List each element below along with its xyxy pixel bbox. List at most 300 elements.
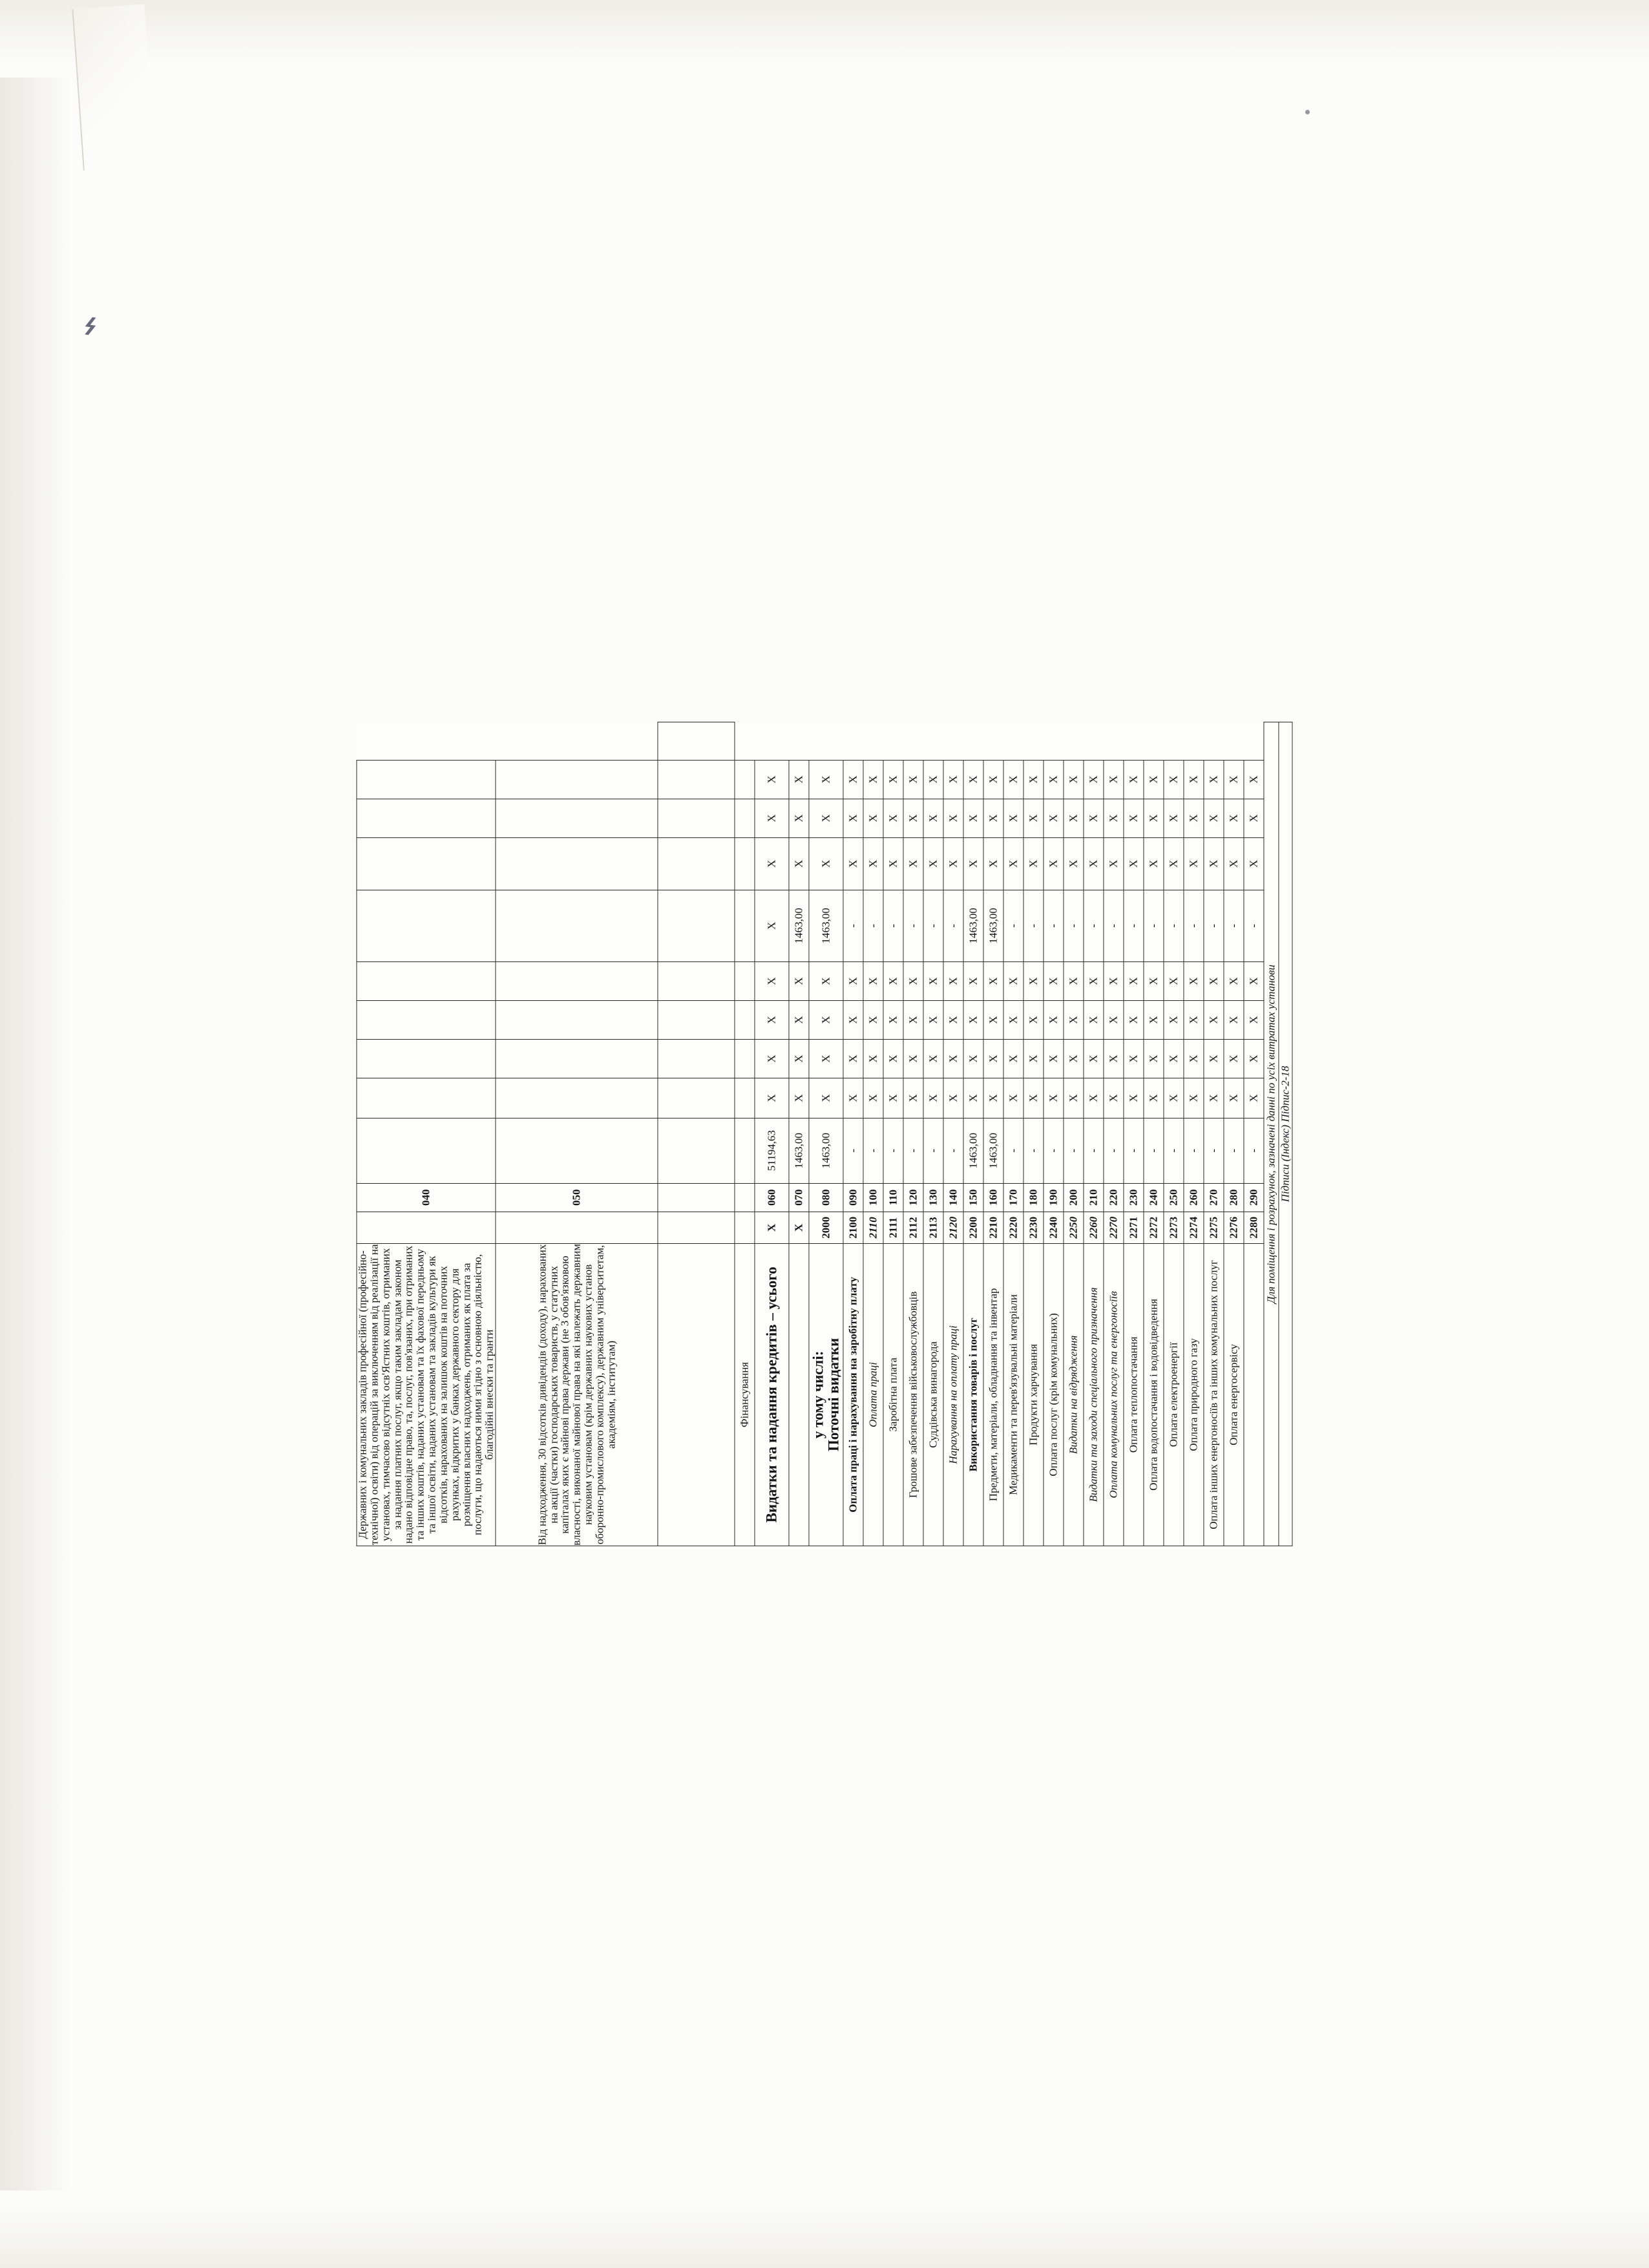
paper-shading-top [0, 0, 1649, 78]
fund-amount-cell-7: X [943, 799, 963, 837]
kekv-code-cell: 2230 [1024, 1212, 1044, 1244]
fund-amount-cell-2: X [1184, 1039, 1204, 1078]
table-row [1144, 722, 1164, 1546]
table-row [983, 722, 1003, 1546]
fund-amount-cell-8: X [903, 760, 923, 799]
row-number-cell: 170 [1003, 1183, 1024, 1212]
fund-amount-cell-6: X [843, 837, 863, 890]
fund-amount-cell-2: X [943, 1039, 963, 1078]
fund-amount-cell-5: - [1244, 890, 1264, 961]
total-amount-cell: - [1064, 1118, 1084, 1183]
total-amount-cell: - [1164, 1118, 1184, 1183]
fund-amount-cell-3: X [843, 1000, 863, 1039]
row-label [789, 1243, 809, 1546]
fund-amount-cell-1: X [963, 1078, 983, 1118]
table-row [809, 722, 843, 1546]
kekv-code-cell: 2280 [1244, 1212, 1264, 1244]
table-row [1044, 722, 1064, 1546]
fund-amount-cell-7 [357, 799, 496, 837]
fund-amount-cell-2: X [789, 1039, 809, 1078]
fund-amount-cell-1: X [789, 1078, 809, 1118]
row-label: Оплата теплопостачання [1124, 1243, 1144, 1546]
fund-amount-cell-6 [357, 837, 496, 890]
fund-amount-cell-8 [496, 760, 658, 799]
fund-amount-cell-2: X [983, 1039, 1003, 1078]
fund-amount-cell-1: X [903, 1078, 923, 1118]
row-label [1244, 1243, 1264, 1546]
fund-amount-cell-1: X [1044, 1078, 1064, 1118]
fund-amount-cell-6: X [883, 837, 903, 890]
table-note-row [357, 722, 496, 1546]
fund-amount-cell-7: X [1064, 799, 1084, 837]
fund-amount-cell-3: X [1044, 1000, 1064, 1039]
spacer-cell [658, 1039, 735, 1078]
fund-amount-cell-4: X [1084, 961, 1104, 1000]
fund-amount-cell-1: X [809, 1078, 843, 1118]
fund-amount-cell-7: X [1003, 799, 1024, 837]
fund-amount-cell-3 [735, 1000, 755, 1039]
fund-amount-cell-8: X [963, 760, 983, 799]
spacer-cell [658, 1212, 735, 1244]
row-number-cell: 270 [1204, 1183, 1224, 1212]
table-row [903, 722, 923, 1546]
row-label: Видатки на відрядження [1064, 1243, 1084, 1546]
fund-amount-cell-5: - [843, 890, 863, 961]
fund-amount-cell-6 [735, 837, 755, 890]
fund-amount-cell-3: X [755, 1000, 789, 1039]
fund-amount-cell-2: X [1084, 1039, 1104, 1078]
row-label: Оплата інших енергоносіїв та інших комунальних послуг [1204, 1243, 1224, 1546]
fund-amount-cell-2 [735, 1039, 755, 1078]
fund-amount-cell-8: X [1224, 760, 1244, 799]
row-label: у тому числі: Поточні видатки [809, 1243, 843, 1546]
fund-amount-cell-6: X [1064, 837, 1084, 890]
row-label: Суддівська винагорода [923, 1243, 943, 1546]
fund-amount-cell-3: X [963, 1000, 983, 1039]
table-row [843, 722, 863, 1546]
fund-amount-cell-4: X [943, 961, 963, 1000]
total-amount-cell: - [1244, 1118, 1264, 1183]
fund-amount-cell-3: X [1204, 1000, 1224, 1039]
fund-amount-cell-7: X [1204, 799, 1224, 837]
total-amount-cell: - [1124, 1118, 1144, 1183]
kekv-code-cell: 2210 [983, 1212, 1003, 1244]
fund-amount-cell-2: X [1003, 1039, 1024, 1078]
budget-table-container [356, 722, 1292, 1546]
row-number-cell: 290 [1244, 1183, 1264, 1212]
row-label: Нарахування на оплату праці [943, 1243, 963, 1546]
fund-amount-cell-4: X [1164, 961, 1184, 1000]
row-number-cell: 180 [1024, 1183, 1044, 1212]
row-number-cell: 150 [963, 1183, 983, 1212]
row-number-cell: 260 [1184, 1183, 1204, 1212]
total-amount-cell: - [1024, 1118, 1044, 1183]
fund-amount-cell-5: 1463,00 [983, 890, 1003, 961]
row-number-cell: 070 [789, 1183, 809, 1212]
fund-amount-cell-6: X [923, 837, 943, 890]
budget-table-body [357, 722, 1292, 1546]
fund-amount-cell-8: X [923, 760, 943, 799]
kekv-code-cell: 2113 [923, 1212, 943, 1244]
fund-amount-cell-1: X [983, 1078, 1003, 1118]
row-label: Оплата енергосервісу [1224, 1243, 1244, 1546]
fund-amount-cell-2: X [1044, 1039, 1064, 1078]
fund-amount-cell-2: X [843, 1039, 863, 1078]
row-number-cell: 080 [809, 1183, 843, 1212]
fund-amount-cell-8: X [1144, 760, 1164, 799]
fund-amount-cell-2: X [1244, 1039, 1264, 1078]
row-label: Фінансування [735, 1243, 755, 1546]
fund-amount-cell-8: X [883, 760, 903, 799]
fund-amount-cell-3: X [1024, 1000, 1044, 1039]
fund-amount-cell-3: X [1124, 1000, 1144, 1039]
table-row [943, 722, 963, 1546]
row-label: Оплата електроенергії [1164, 1243, 1184, 1546]
table-row [1003, 722, 1024, 1546]
kekv-code-cell: 2110 [863, 1212, 883, 1244]
fund-amount-cell-2: X [755, 1039, 789, 1078]
fund-amount-cell-5: - [1044, 890, 1064, 961]
kekv-code-cell [357, 1212, 496, 1244]
fund-amount-cell-5: - [1184, 890, 1204, 961]
table-row [1164, 722, 1184, 1546]
kekv-code-cell: 2111 [883, 1212, 903, 1244]
fund-amount-cell-5 [496, 890, 658, 961]
fund-amount-cell-8: X [1044, 760, 1064, 799]
fund-amount-cell-3: X [1164, 1000, 1184, 1039]
fund-amount-cell-7: X [1184, 799, 1204, 837]
fund-amount-cell-2: X [1164, 1039, 1184, 1078]
table-row [863, 722, 883, 1546]
fund-amount-cell-6: X [1244, 837, 1264, 890]
fund-amount-cell-3: X [789, 1000, 809, 1039]
kekv-code-cell: 2271 [1124, 1212, 1144, 1244]
fund-amount-cell-4: X [923, 961, 943, 1000]
total-amount-cell: - [923, 1118, 943, 1183]
table-row [963, 722, 983, 1546]
fund-amount-cell-7: X [923, 799, 943, 837]
row-label: Продукти харчування [1024, 1243, 1044, 1546]
row-number-cell: 220 [1104, 1183, 1124, 1212]
fund-amount-cell-1: X [1084, 1078, 1104, 1118]
spacer-cell [658, 961, 735, 1000]
kekv-code-cell [735, 1212, 755, 1244]
total-amount-cell: 51194,63 [755, 1118, 789, 1183]
row-number-cell: 210 [1084, 1183, 1104, 1212]
fund-amount-cell-1: X [863, 1078, 883, 1118]
row-number-cell: 110 [883, 1183, 903, 1212]
kekv-code-cell: 2275 [1204, 1212, 1224, 1244]
row-label: Медикаменти та перев'язувальні матеріали [1003, 1243, 1024, 1546]
row-number-cell: 280 [1224, 1183, 1244, 1212]
fund-amount-cell-5: - [943, 890, 963, 961]
fund-amount-cell-7: X [809, 799, 843, 837]
fund-amount-cell-1: X [923, 1078, 943, 1118]
total-amount-cell: - [903, 1118, 923, 1183]
row-label: Використання товарів і послуг [963, 1243, 983, 1546]
kekv-code-cell: 2200 [963, 1212, 983, 1244]
fund-amount-cell-5: - [863, 890, 883, 961]
fund-amount-cell-7: X [1244, 799, 1264, 837]
spacer-cell [658, 722, 735, 761]
fund-amount-cell-4: X [883, 961, 903, 1000]
fund-amount-cell-4: X [809, 961, 843, 1000]
table-footnote-row [1279, 722, 1292, 1546]
total-amount-cell: 1463,00 [983, 1118, 1003, 1183]
row-number-cell: 200 [1064, 1183, 1084, 1212]
fund-amount-cell-2 [357, 1039, 496, 1078]
fund-amount-cell-8 [735, 760, 755, 799]
fund-amount-cell-8: X [1164, 760, 1184, 799]
fund-amount-cell-3 [496, 1000, 658, 1039]
fund-amount-cell-4: X [789, 961, 809, 1000]
fund-amount-cell-6: X [983, 837, 1003, 890]
fund-amount-cell-3: X [923, 1000, 943, 1039]
fund-amount-cell-7 [735, 799, 755, 837]
fund-amount-cell-3: X [1224, 1000, 1244, 1039]
fund-amount-cell-6: X [755, 837, 789, 890]
fund-amount-cell-1: X [843, 1078, 863, 1118]
fund-amount-cell-5: X [755, 890, 789, 961]
fund-amount-cell-3: X [1184, 1000, 1204, 1039]
kekv-code-cell: X [755, 1212, 789, 1244]
fund-amount-cell-8: X [1184, 760, 1204, 799]
fund-amount-cell-7: X [903, 799, 923, 837]
fund-amount-cell-6: X [1184, 837, 1204, 890]
fund-amount-cell-5: - [1084, 890, 1104, 961]
kekv-code-cell: 2276 [1224, 1212, 1244, 1244]
table-row [883, 722, 903, 1546]
row-label: Заробітна плата [883, 1243, 903, 1546]
fund-amount-cell-5: - [1204, 890, 1224, 961]
spacer-cell [658, 1000, 735, 1039]
fund-amount-cell-4: X [1064, 961, 1084, 1000]
fund-amount-cell-2: X [923, 1039, 943, 1078]
total-amount-cell: 1463,00 [789, 1118, 809, 1183]
kekv-code-cell: 2273 [1164, 1212, 1184, 1244]
fund-amount-cell-8: X [1003, 760, 1024, 799]
total-amount-cell: - [863, 1118, 883, 1183]
table-footnote-row [1264, 722, 1279, 1546]
kekv-code-cell: 2000 [809, 1212, 843, 1244]
table-row [1104, 722, 1124, 1546]
fund-amount-cell-3: X [1084, 1000, 1104, 1039]
fund-amount-cell-1: X [1184, 1078, 1204, 1118]
table-note-row [496, 722, 658, 1546]
fund-amount-cell-5: - [1144, 890, 1164, 961]
fund-amount-cell-8: X [1024, 760, 1044, 799]
fund-amount-cell-2 [496, 1039, 658, 1078]
row-number-cell: 120 [903, 1183, 923, 1212]
fund-amount-cell-4: X [1124, 961, 1144, 1000]
fund-amount-cell-7: X [843, 799, 863, 837]
fund-amount-cell-8: X [863, 760, 883, 799]
fund-amount-cell-1: X [1104, 1078, 1124, 1118]
fund-amount-cell-6: X [963, 837, 983, 890]
row-number-cell: 060 [755, 1183, 789, 1212]
row-number-cell: 050 [496, 1183, 658, 1212]
row-label: Оплата водопостачання і водовідведення [1144, 1243, 1164, 1546]
fund-amount-cell-6: X [1144, 837, 1164, 890]
total-amount-cell: - [1184, 1118, 1204, 1183]
spacer-cell [658, 837, 735, 890]
fund-amount-cell-8: X [1124, 760, 1144, 799]
spacer-cell [658, 760, 735, 799]
total-amount-cell: - [1104, 1118, 1124, 1183]
fund-amount-cell-7: X [1164, 799, 1184, 837]
fund-amount-cell-6: X [1204, 837, 1224, 890]
fund-amount-cell-2: X [1104, 1039, 1124, 1078]
fund-amount-cell-8: X [809, 760, 843, 799]
row-number-cell: 090 [843, 1183, 863, 1212]
fund-amount-cell-4: X [863, 961, 883, 1000]
fund-amount-cell-1 [735, 1078, 755, 1118]
fund-amount-cell-5: - [923, 890, 943, 961]
row-label: Видатки та надання кредитів – усього [755, 1243, 789, 1546]
fund-amount-cell-8: X [1244, 760, 1264, 799]
fund-amount-cell-8: X [789, 760, 809, 799]
fund-amount-cell-4: X [1044, 961, 1064, 1000]
fund-amount-cell-4: X [963, 961, 983, 1000]
fund-amount-cell-5: - [883, 890, 903, 961]
fund-amount-cell-2: X [1204, 1039, 1224, 1078]
fund-amount-cell-3: X [1104, 1000, 1124, 1039]
fund-amount-cell-1: X [1244, 1078, 1264, 1118]
row-label: Оплата праці і нарахування на заробітну плату [843, 1243, 863, 1546]
total-amount-cell: 1463,00 [963, 1118, 983, 1183]
row-number-cell: 190 [1044, 1183, 1064, 1212]
fund-amount-cell-5: - [1104, 890, 1124, 961]
fund-amount-cell-8: X [843, 760, 863, 799]
fund-amount-cell-8: X [1084, 760, 1104, 799]
fund-amount-cell-6: X [1044, 837, 1064, 890]
fund-amount-cell-1 [357, 1078, 496, 1118]
spacer-cell [658, 1118, 735, 1183]
fund-amount-cell-6: X [809, 837, 843, 890]
fund-amount-cell-1: X [1164, 1078, 1184, 1118]
fund-amount-cell-1: X [1204, 1078, 1224, 1118]
table-row [789, 722, 809, 1546]
row-label: Грошове забезпечення військовослужбовців [903, 1243, 923, 1546]
handwritten-squiggle-mark: ⌁ [67, 311, 112, 340]
fund-amount-cell-4: X [1184, 961, 1204, 1000]
kekv-code-cell: 2120 [943, 1212, 963, 1244]
fund-amount-cell-4 [496, 961, 658, 1000]
fund-amount-cell-3: X [863, 1000, 883, 1039]
fund-amount-cell-4: X [755, 961, 789, 1000]
spacer-cell [658, 799, 735, 837]
row-number-cell: 250 [1164, 1183, 1184, 1212]
fund-amount-cell-2: X [1024, 1039, 1044, 1078]
fund-amount-cell-6: X [863, 837, 883, 890]
row-label: Оплата праці [863, 1243, 883, 1546]
kekv-code-cell: 2220 [1003, 1212, 1024, 1244]
fund-amount-cell-4: X [903, 961, 923, 1000]
fund-amount-cell-8: X [755, 760, 789, 799]
kekv-code-cell: 2260 [1084, 1212, 1104, 1244]
fund-amount-cell-1: X [1144, 1078, 1164, 1118]
fund-amount-cell-1: X [755, 1078, 789, 1118]
table-row [1184, 722, 1204, 1546]
fund-amount-cell-7: X [1224, 799, 1244, 837]
fund-amount-cell-5: - [1003, 890, 1024, 961]
kekv-code-cell: 2270 [1104, 1212, 1124, 1244]
fund-amount-cell-6: X [1003, 837, 1024, 890]
fund-amount-cell-7: X [883, 799, 903, 837]
row-number-cell: 130 [923, 1183, 943, 1212]
fund-amount-cell-6: X [1084, 837, 1104, 890]
fund-amount-cell-3: X [1003, 1000, 1024, 1039]
fund-amount-cell-6: X [943, 837, 963, 890]
fund-amount-cell-3: X [883, 1000, 903, 1039]
kekv-code-cell: X [789, 1212, 809, 1244]
fund-amount-cell-5: - [903, 890, 923, 961]
fund-amount-cell-7: X [1104, 799, 1124, 837]
fund-amount-cell-3: X [1244, 1000, 1264, 1039]
total-amount-cell [735, 1118, 755, 1183]
table-row [755, 722, 789, 1546]
fund-amount-cell-4: X [983, 961, 1003, 1000]
fund-amount-cell-4: X [1003, 961, 1024, 1000]
note-paragraph: Від надходження, 30 відсотків дивідендів (доходу), нарахованих на акції (частки) господарських товариств, у статутних капіталах яких є майнові права держави (не 3 обов'язковою власності, виконаної майнової права на які належать державним науковим установам (крім державних наукових установ оборонно-промислового комплексу), державним університетам, академіям, інститутам) [496, 1243, 658, 1546]
fund-amount-cell-2: X [963, 1039, 983, 1078]
footnote-text: Підписи (Індекс) Підпис-2-18 [1279, 722, 1292, 1546]
row-label: Оплата комунальних послуг та енергоносіїв [1104, 1243, 1124, 1546]
spacer-cell [658, 1183, 735, 1212]
fund-amount-cell-4: X [1224, 961, 1244, 1000]
total-amount-cell: - [1044, 1118, 1064, 1183]
fund-amount-cell-7: X [963, 799, 983, 837]
fund-amount-cell-4: X [1244, 961, 1264, 1000]
fund-amount-cell-4: X [1104, 961, 1124, 1000]
fund-amount-cell-7: X [1084, 799, 1104, 837]
fund-amount-cell-7: X [1144, 799, 1164, 837]
fund-amount-cell-4 [357, 961, 496, 1000]
fund-amount-cell-8 [357, 760, 496, 799]
fund-amount-cell-3 [357, 1000, 496, 1039]
spacer-cell [658, 1078, 735, 1118]
fund-amount-cell-4: X [1024, 961, 1044, 1000]
total-amount-cell: - [1084, 1118, 1104, 1183]
row-label: Видатки та заходи спеціального призначення [1084, 1243, 1104, 1546]
table-row [923, 722, 943, 1546]
fund-amount-cell-6: X [903, 837, 923, 890]
fund-amount-cell-3: X [1064, 1000, 1084, 1039]
fund-amount-cell-2: X [903, 1039, 923, 1078]
total-amount-cell: - [883, 1118, 903, 1183]
fund-amount-cell-6: X [1164, 837, 1184, 890]
row-number-cell: 160 [983, 1183, 1003, 1212]
row-label: Предмети, матеріали, обладнання та інвентар [983, 1243, 1003, 1546]
fund-amount-cell-6: X [1104, 837, 1124, 890]
kekv-code-cell: 2274 [1184, 1212, 1204, 1244]
fund-amount-cell-1: X [1224, 1078, 1244, 1118]
fund-amount-cell-6: X [1224, 837, 1244, 890]
ink-dot-mark [1305, 110, 1310, 114]
fund-amount-cell-1: X [1003, 1078, 1024, 1118]
fund-amount-cell-8: X [1064, 760, 1084, 799]
row-number-cell: 040 [357, 1183, 496, 1212]
fund-amount-cell-5 [357, 890, 496, 961]
table-row [1244, 722, 1264, 1546]
kekv-code-cell: 2250 [1064, 1212, 1084, 1244]
budget-table [356, 722, 1292, 1546]
total-amount-cell: - [1204, 1118, 1224, 1183]
fund-amount-cell-3: X [1144, 1000, 1164, 1039]
kekv-code-cell: 2112 [903, 1212, 923, 1244]
fund-amount-cell-4: X [1204, 961, 1224, 1000]
row-label: Оплата послуг (крім комунальних) [1044, 1243, 1064, 1546]
